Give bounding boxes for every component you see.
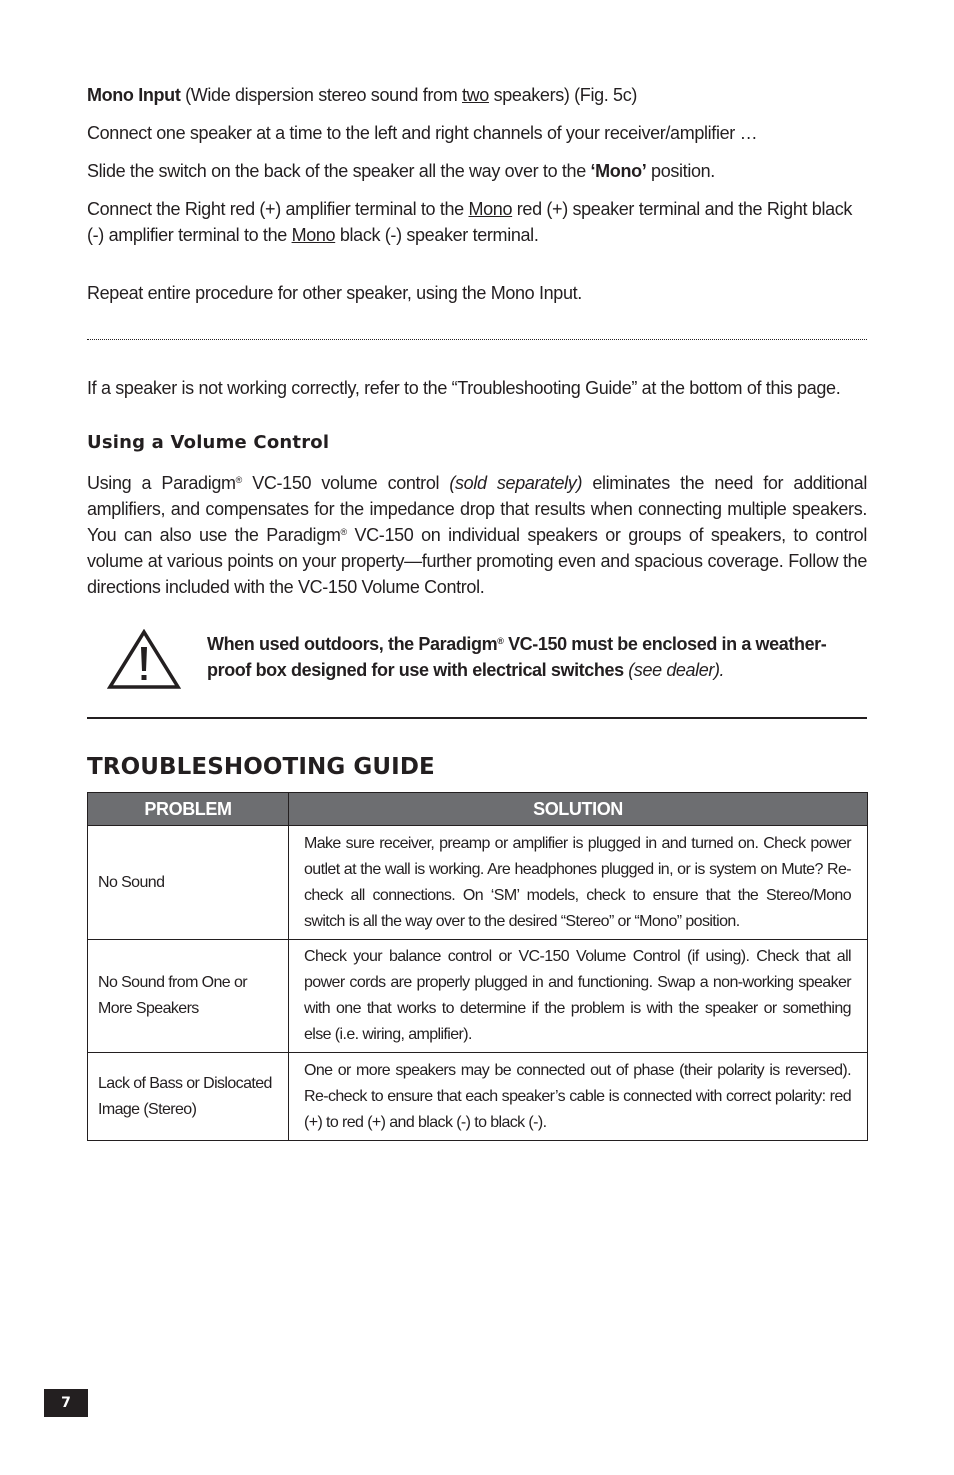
column-header-problem: PROBLEM <box>88 793 289 826</box>
mono-input-title: Mono Input <box>87 85 181 105</box>
table-header-row <box>88 793 868 826</box>
table-row <box>88 940 868 1053</box>
troubleshooting-note: If a speaker is not working correctly, refer to the “Troubleshooting Guide” at the bottom of this page. <box>87 378 841 398</box>
dotted-divider <box>87 339 867 340</box>
warning-triangle-icon <box>107 629 181 691</box>
mono-step-1: Connect one speaker at a time to the left and right channels of your receiver/amplifier … <box>87 123 758 143</box>
mono-input-heading: Mono Input (Wide dispersion stereo sound from two speakers) (Fig. 5c) <box>87 85 638 105</box>
volume-control-paragraph: Using a Paradigm® VC-150 volume control (sold separately) eliminates the need for additional amplifiers, and compensates for the impedance drop that results when connecting multiple speakers. You can also use the Paradigm® VC-150 on individual speakers or groups of speakers, to control volume at various points on your property—further promoting even and spacious coverage. Follow the directions included with the VC-150 Volume Control. <box>87 473 867 597</box>
page-number: 7 <box>44 1389 88 1417</box>
mono-step-3: Connect the Right red (+) amplifier terminal to the Mono red (+) speaker terminal and the Right black (-) amplifier terminal to the Mono black (-) speaker terminal. <box>87 199 853 245</box>
problem-cell: No Sound from One or More Speakers <box>88 940 289 1053</box>
solution-cell: One or more speakers may be connected out of phase (their polarity is reversed). Re-check to ensure that each speaker’s cable is connected with correct polarity: red (+) to red (+) and black (-) to black (-). <box>289 1053 868 1141</box>
problem-cell: Lack of Bass or Dislocated Image (Stereo) <box>88 1053 289 1141</box>
solution-cell: Check your balance control or VC-150 Volume Control (if using). Check that all power cords are properly plugged in and functioning. Swap a non-working speaker with one that works to determine if the problem is with the speaker or something else (i.e. wiring, amplifier). <box>289 940 868 1053</box>
table-row <box>88 826 868 940</box>
solution-cell: Make sure receiver, preamp or amplifier is plugged in and turned on. Check power outlet at the wall is working. Are headphones plugged in, or is system on Mute? Re-check all connections. On ‘SM’ models, check to ensure that the Stereo/Mono switch is all the way over to the desired “Stereo” or “Mono” position. <box>289 826 868 940</box>
volume-control-heading: Using a Volume Control <box>87 432 330 453</box>
warning-text: When used outdoors, the Paradigm® VC-150 must be enclosed in a weather-proof box designed for use with electrical switches (see dealer). <box>207 634 827 680</box>
section-rule <box>87 717 867 719</box>
troubleshooting-table <box>87 792 868 1141</box>
column-header-solution: SOLUTION <box>289 793 868 826</box>
troubleshooting-title: TROUBLESHOOTING GUIDE <box>87 754 435 780</box>
mono-step-2: Slide the switch on the back of the speaker all the way over to the ‘Mono’ position. <box>87 161 715 181</box>
table-row <box>88 1053 868 1141</box>
problem-cell: No Sound <box>88 826 289 940</box>
mono-step-4: Repeat entire procedure for other speaker, using the Mono Input. <box>87 283 582 303</box>
